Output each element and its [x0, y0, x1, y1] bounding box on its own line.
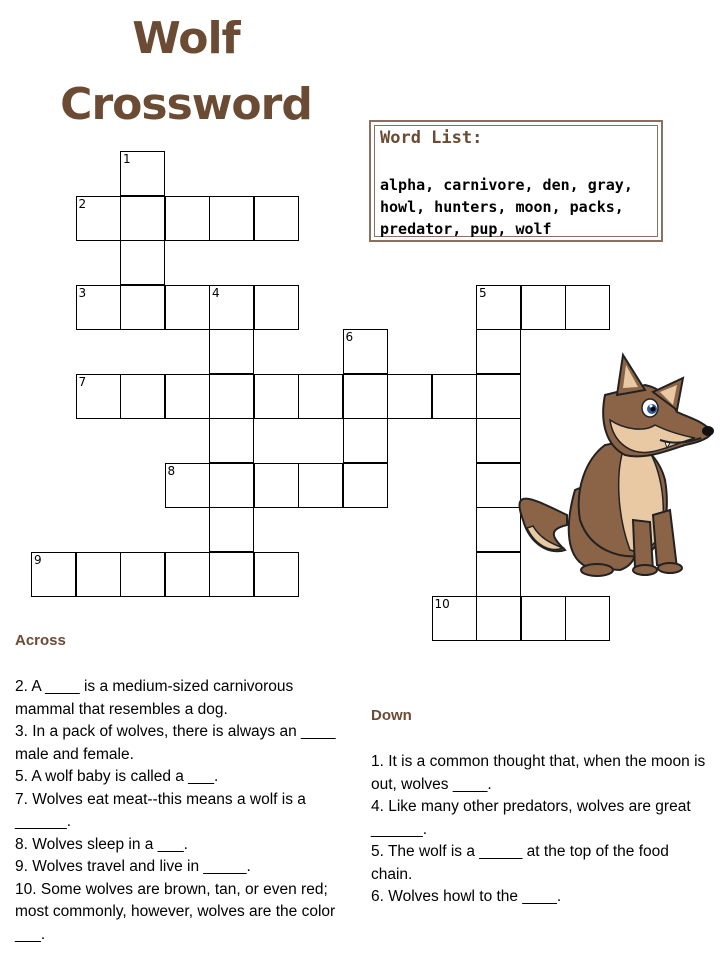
crossword-cell[interactable] — [521, 285, 566, 330]
cell-number: 7 — [78, 374, 87, 389]
crossword-cell[interactable] — [254, 552, 299, 597]
crossword-cell[interactable] — [254, 196, 299, 241]
across-clue: 10. Some wolves are brown, tan, or even red; most commonly, however, wolves are the color ___. — [15, 880, 336, 943]
down-clues — [371, 751, 711, 909]
crossword-cell[interactable] — [343, 374, 388, 419]
across-clue: 8. Wolves sleep in a ___. — [15, 835, 188, 853]
crossword-cell[interactable] — [343, 329, 388, 374]
crossword-cell[interactable] — [120, 196, 165, 241]
cell-number: 8 — [167, 463, 176, 478]
across-clue: 2. A ____ is a medium-sized carnivorous mammal that resembles a dog. — [15, 678, 294, 718]
crossword-cell[interactable] — [343, 418, 388, 463]
crossword-cell[interactable] — [31, 552, 76, 597]
crossword-cell[interactable] — [165, 552, 210, 597]
cell-number: 10 — [434, 597, 450, 611]
across-clues — [15, 676, 345, 946]
crossword-cell[interactable] — [521, 596, 566, 641]
wolf-illustration — [505, 350, 720, 580]
crossword-cell[interactable] — [432, 596, 477, 641]
page-title-line1: Wolf — [132, 13, 240, 64]
crossword-cell[interactable] — [120, 240, 165, 285]
crossword-cell[interactable] — [254, 285, 299, 330]
crossword-cell[interactable] — [209, 329, 254, 374]
word-list-heading: Word List: — [380, 128, 483, 148]
across-clue: 7. Wolves eat meat--this means a wolf is a ______. — [15, 790, 306, 830]
crossword-cell[interactable] — [476, 596, 521, 641]
cell-number: 6 — [345, 330, 354, 344]
cell-number: 5 — [479, 285, 487, 300]
crossword-cell[interactable] — [254, 374, 299, 419]
crossword-cell[interactable] — [565, 596, 610, 641]
crossword-cell[interactable] — [209, 196, 254, 241]
crossword-cell[interactable] — [387, 374, 432, 419]
crossword-cell[interactable] — [76, 285, 121, 330]
crossword-cell[interactable] — [165, 463, 210, 508]
crossword-cell[interactable] — [165, 196, 210, 241]
word-list-words: alpha, carnivore, den, gray, howl, hunters, moon, packs, predator, pup, wolf — [380, 176, 633, 238]
crossword-cell[interactable] — [298, 374, 343, 419]
crossword-cell[interactable] — [165, 374, 210, 419]
crossword-cell[interactable] — [209, 463, 254, 508]
crossword-cell[interactable] — [209, 374, 254, 419]
cell-number: 3 — [78, 285, 87, 300]
crossword-cell[interactable] — [76, 196, 121, 241]
crossword-cell[interactable] — [209, 507, 254, 552]
cell-number: 2 — [78, 196, 87, 211]
crossword-cell[interactable] — [120, 151, 165, 196]
across-clue: 3. In a pack of wolves, there is always an ____ male and female. — [15, 723, 336, 763]
word-list-box — [369, 120, 663, 242]
crossword-cell[interactable] — [209, 552, 254, 597]
crossword-cell[interactable] — [254, 463, 299, 508]
crossword-cell[interactable] — [476, 285, 521, 330]
crossword-cell[interactable] — [76, 374, 121, 419]
across-clue: 5. A wolf baby is called a ___. — [15, 768, 219, 785]
crossword-cell[interactable] — [565, 285, 610, 330]
crossword-cell[interactable] — [209, 418, 254, 463]
crossword-cell[interactable] — [120, 552, 165, 597]
down-clue: 1. It is a common thought that, when the moon is out, wolves ____. — [371, 753, 706, 793]
across-clue: 9. Wolves travel and live in _____. — [15, 858, 251, 875]
down-heading: Down — [371, 707, 412, 724]
across-heading: Across — [15, 632, 66, 649]
cell-number: 4 — [212, 285, 220, 300]
crossword-cell[interactable] — [209, 285, 254, 330]
page-title-line2: Crossword — [60, 79, 312, 130]
down-clue: 5. The wolf is a _____ at the top of the food chain. — [371, 843, 669, 883]
crossword-cell[interactable] — [120, 285, 165, 330]
crossword-cell[interactable] — [343, 463, 388, 508]
crossword-cell[interactable] — [120, 374, 165, 419]
crossword-cell[interactable] — [432, 374, 477, 419]
crossword-cell[interactable] — [298, 463, 343, 508]
crossword-cell[interactable] — [165, 285, 210, 330]
down-clue: 4. Like many other predators, wolves are great ______. — [371, 798, 691, 838]
cell-number: 9 — [34, 552, 42, 567]
down-clue: 6. Wolves howl to the ____. — [371, 888, 562, 905]
crossword-cell[interactable] — [76, 552, 121, 597]
cell-number: 1 — [123, 152, 131, 166]
